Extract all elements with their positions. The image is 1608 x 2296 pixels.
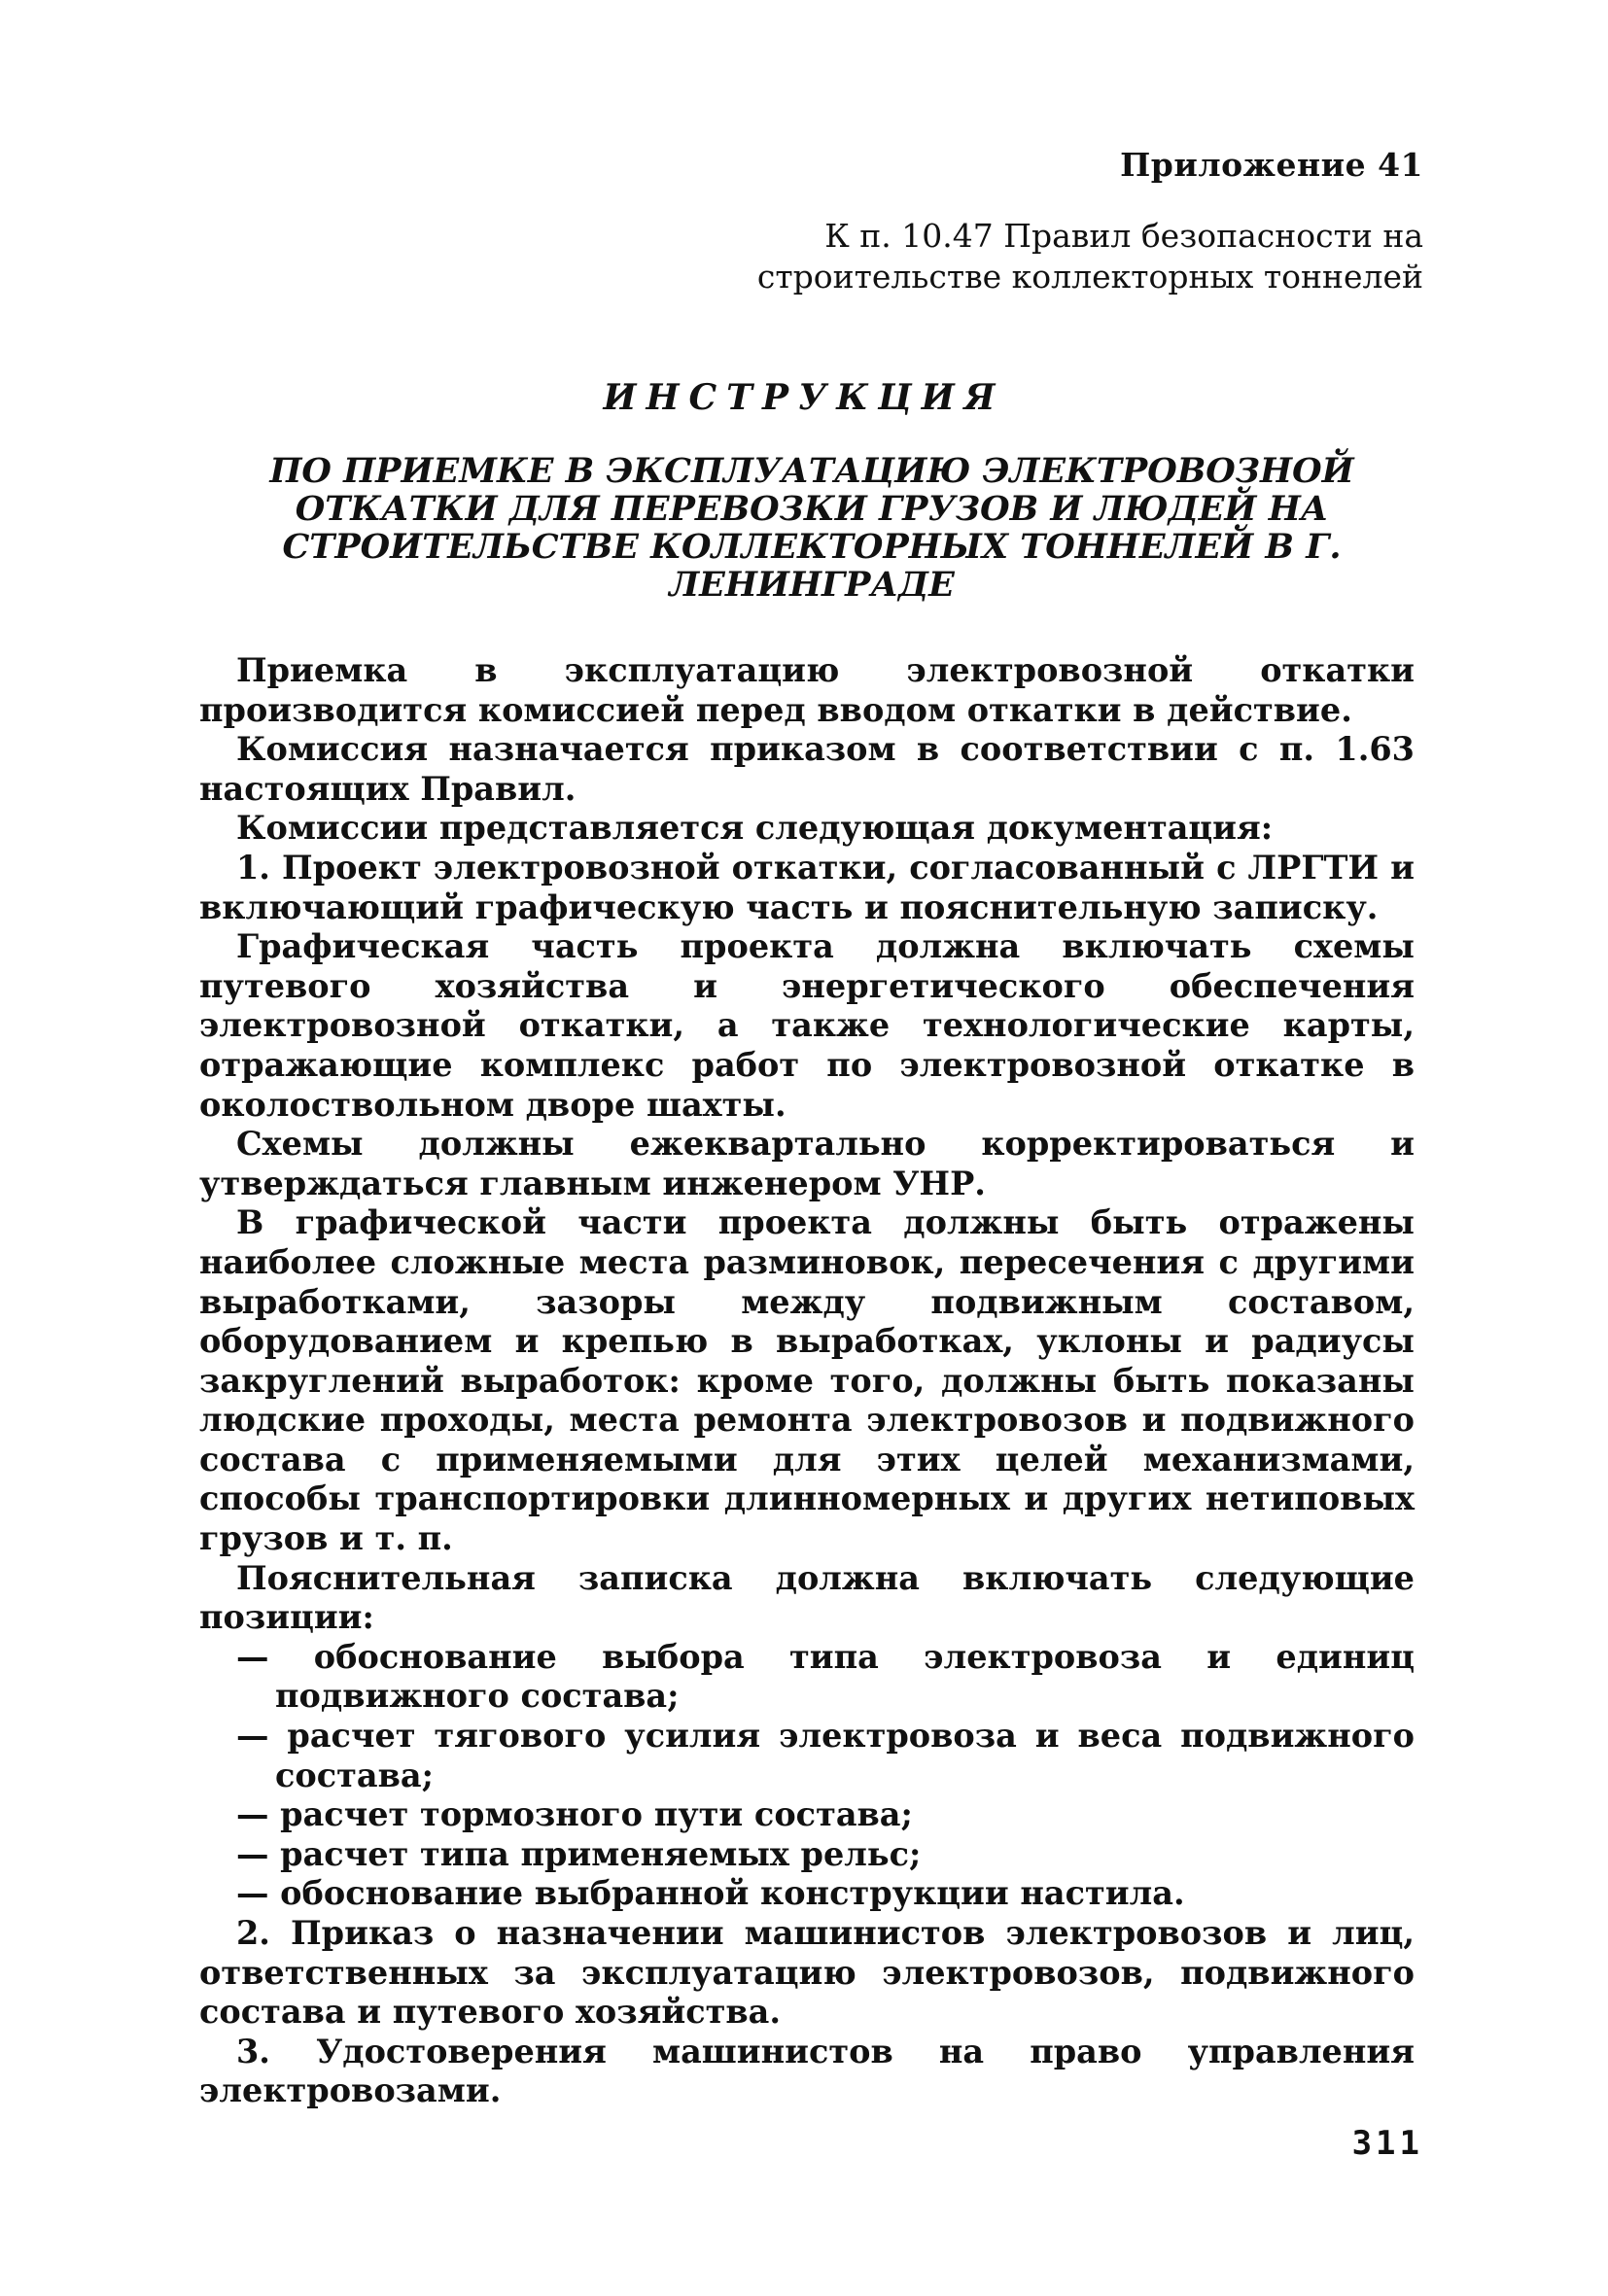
document-body: [199, 651, 1415, 2111]
paragraph: 2. Приказ о назначении машинистов электровозов и лиц, ответственных за эксплуатацию электровозов, подвижного состава и путевого хозяйства.: [199, 1914, 1415, 2032]
paragraph: Схемы должны ежеквартально корректироваться и утверждаться главным инженером УНР.: [199, 1125, 1415, 1202]
position-list: [199, 1638, 1415, 1914]
list-item: — расчет тормозного пути состава;: [236, 1795, 913, 1834]
paragraph: 1. Проект электровозной откатки, согласованный с ЛРГТИ и включающий графическую часть и пояснительную записку.: [199, 848, 1415, 926]
paragraph: В графической части проекта должны быть отражены наиболее сложные места разминовок, пересечения с другими выработками, зазоры между подвижным составом, оборудованием и крепью в выработках, уклоны и радиусы закруглений выработок: кроме того, должны быть показаны людские проходы, места ремонта электровозов и подвижного состава с применяемыми для этих целей механизмами, способы транспортировки длинномерных и других нетиповых грузов и т. п.: [199, 1203, 1415, 1558]
paragraph: 3. Удостоверения машинистов на право управления электровозами.: [199, 2032, 1415, 2110]
rule-reference-line: К п. 10.47 Правил безопасности на: [824, 217, 1423, 255]
list-item: — расчет типа применяемых рельс;: [236, 1834, 922, 1873]
rule-reference: [548, 216, 1423, 297]
appendix-label: Приложение 41: [1120, 146, 1423, 184]
page-number: 311: [1351, 2124, 1423, 2163]
paragraph: Графическая часть проекта должна включать схемы путевого хозяйства и энергетического обеспечения электровозной откатки, а также технологические карты, отражающие комплекс работ по электровозной откатке в околоствольном дворе шахты.: [199, 927, 1415, 1124]
list-item: — обоснование выбора типа электровоза и единиц подвижного состава;: [236, 1637, 1415, 1716]
document-subtitle: ПО ПРИЕМКЕ В ЭКСПЛУАТАЦИЮ ЭЛЕКТРОВОЗНОЙ ОТКАТКИ ДЛЯ ПЕРЕВОЗКИ ГРУЗОВ И ЛЮДЕЙ НА СТРОИТЕЛЬСТВЕ КОЛЛЕКТОРНЫХ ТОННЕЛЕЙ В Г. ЛЕНИНГРАДЕ: [269, 451, 1354, 605]
list-item: — обоснование выбранной конструкции настила.: [236, 1874, 1185, 1913]
paragraph: Приемка в эксплуатацию электровозной откатки производится комиссией перед вводом откатки в действие.: [199, 651, 1415, 729]
list-item: — расчет тягового усилия электровоза и веса подвижного состава;: [236, 1717, 1415, 1794]
paragraph: Пояснительная записка должна включать следующие позиции:: [199, 1558, 1415, 1637]
document-title: ИНСТРУКЦИЯ: [603, 377, 1005, 418]
paragraph: Комиссия назначается приказом в соответствии с п. 1.63 настоящих Правил.: [199, 730, 1415, 808]
rule-reference-line: строительстве коллекторных тоннелей: [756, 258, 1423, 296]
paragraph: Комиссии представляется следующая документация:: [236, 809, 1274, 848]
